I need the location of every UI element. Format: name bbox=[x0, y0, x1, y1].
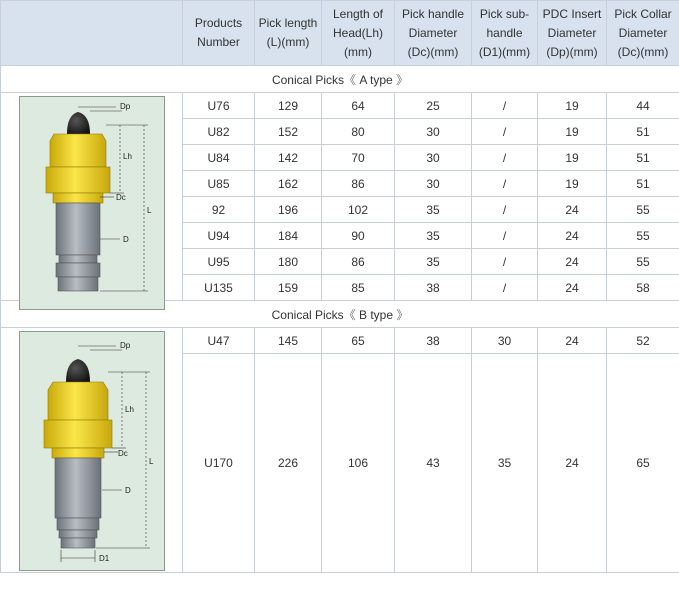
cell-product: U135 bbox=[183, 275, 255, 301]
header-line: Number bbox=[197, 35, 240, 49]
section-a-title-row bbox=[1, 66, 679, 93]
lh-label: Lh bbox=[123, 152, 132, 161]
header-line: Pick handle bbox=[401, 6, 465, 21]
header-pick-length bbox=[255, 1, 322, 66]
cell-product: U170 bbox=[183, 354, 255, 573]
cell-handle-diameter: 30 bbox=[395, 119, 472, 145]
header-line: Pick Collar bbox=[614, 6, 672, 21]
cell-sub-handle: / bbox=[472, 197, 538, 223]
pick-head-icon bbox=[50, 134, 106, 167]
cell-head-length: 65 bbox=[322, 328, 395, 354]
header-line: (L)(mm) bbox=[266, 35, 310, 49]
header-sub-handle bbox=[472, 1, 538, 66]
cell-product: U76 bbox=[183, 93, 255, 119]
cell-collar-diameter: 51 bbox=[607, 119, 679, 145]
cell-head-length: 90 bbox=[322, 223, 395, 249]
cell-sub-handle: / bbox=[472, 275, 538, 301]
header-pdc-insert bbox=[538, 1, 607, 66]
header-line: Pick length bbox=[258, 16, 318, 30]
header-line: (Dp)(mm) bbox=[546, 44, 598, 59]
pick-head-icon bbox=[48, 382, 108, 420]
cell-product: 92 bbox=[183, 197, 255, 223]
carbide-tip-icon bbox=[67, 112, 90, 134]
cell-head-length: 106 bbox=[322, 354, 395, 573]
header-line: Length of bbox=[332, 6, 384, 21]
header-line: (mm) bbox=[344, 44, 372, 59]
header-handle-diameter bbox=[395, 1, 472, 66]
cell-pick-length: 180 bbox=[255, 249, 322, 275]
cell-sub-handle: / bbox=[472, 93, 538, 119]
pick-shank-icon bbox=[56, 203, 100, 255]
cell-pdc-insert: 19 bbox=[538, 145, 607, 171]
header-image-cell bbox=[1, 1, 183, 66]
dp-label: Dp bbox=[120, 102, 131, 111]
cell-pdc-insert: 24 bbox=[538, 223, 607, 249]
cell-collar-diameter: 51 bbox=[607, 145, 679, 171]
cell-pick-length: 142 bbox=[255, 145, 322, 171]
cell-product: U95 bbox=[183, 249, 255, 275]
section-a-title: Conical Picks《 A type 》 bbox=[1, 66, 679, 93]
table-row bbox=[1, 93, 679, 119]
dp-label: Dp bbox=[120, 341, 131, 350]
dc-label: Dc bbox=[118, 449, 128, 458]
cell-pdc-insert: 19 bbox=[538, 93, 607, 119]
cell-handle-diameter: 30 bbox=[395, 145, 472, 171]
cell-pick-length: 162 bbox=[255, 171, 322, 197]
cell-pick-length: 145 bbox=[255, 328, 322, 354]
cell-pdc-insert: 24 bbox=[538, 197, 607, 223]
cell-pdc-insert: 24 bbox=[538, 275, 607, 301]
cell-handle-diameter: 25 bbox=[395, 93, 472, 119]
cell-head-length: 86 bbox=[322, 171, 395, 197]
cell-collar-diameter: 44 bbox=[607, 93, 679, 119]
cell-pick-length: 184 bbox=[255, 223, 322, 249]
pick-b-svg bbox=[20, 332, 164, 570]
pick-a-svg bbox=[20, 97, 164, 309]
pick-a-diagram bbox=[19, 96, 165, 310]
l-label: L bbox=[149, 457, 154, 466]
d1-label: D1 bbox=[99, 554, 110, 563]
cell-collar-diameter: 55 bbox=[607, 223, 679, 249]
header-line: (Dc)(mm) bbox=[407, 44, 459, 59]
cell-sub-handle: 35 bbox=[472, 354, 538, 573]
header-line: Pick sub- bbox=[479, 6, 530, 21]
header-collar-diameter bbox=[607, 1, 679, 66]
cell-pdc-insert: 19 bbox=[538, 171, 607, 197]
cell-pick-length: 129 bbox=[255, 93, 322, 119]
cell-sub-handle: / bbox=[472, 145, 538, 171]
cell-sub-handle: / bbox=[472, 223, 538, 249]
cell-pick-length: 196 bbox=[255, 197, 322, 223]
cell-sub-handle: / bbox=[472, 119, 538, 145]
pick-a-diagram-cell bbox=[1, 93, 183, 301]
cell-product: U47 bbox=[183, 328, 255, 354]
cell-head-length: 64 bbox=[322, 93, 395, 119]
table-row bbox=[1, 328, 679, 354]
cell-head-length: 86 bbox=[322, 249, 395, 275]
cell-handle-diameter: 35 bbox=[395, 249, 472, 275]
cell-pdc-insert: 24 bbox=[538, 328, 607, 354]
header-row bbox=[1, 1, 679, 66]
pick-shank-icon bbox=[55, 458, 101, 518]
cell-pdc-insert: 24 bbox=[538, 249, 607, 275]
header-line: Diameter bbox=[408, 25, 458, 40]
header-line: handle bbox=[486, 25, 523, 40]
cell-pick-length: 152 bbox=[255, 119, 322, 145]
cell-head-length: 80 bbox=[322, 119, 395, 145]
cell-product: U84 bbox=[183, 145, 255, 171]
cell-product: U82 bbox=[183, 119, 255, 145]
cell-handle-diameter: 35 bbox=[395, 223, 472, 249]
pick-collar-icon bbox=[46, 167, 110, 193]
cell-collar-diameter: 55 bbox=[607, 249, 679, 275]
cell-handle-diameter: 38 bbox=[395, 275, 472, 301]
d-label: D bbox=[125, 486, 131, 495]
cell-handle-diameter: 38 bbox=[395, 328, 472, 354]
cell-pick-length: 159 bbox=[255, 275, 322, 301]
cell-collar-diameter: 51 bbox=[607, 171, 679, 197]
cell-pdc-insert: 24 bbox=[538, 354, 607, 573]
l-label: L bbox=[147, 206, 152, 215]
dc-label: Dc bbox=[116, 193, 126, 202]
header-line: Head(Lh) bbox=[332, 25, 384, 40]
header-line: Diameter bbox=[618, 25, 668, 40]
cell-head-length: 85 bbox=[322, 275, 395, 301]
header-head-length bbox=[322, 1, 395, 66]
pick-sub-handle-icon bbox=[61, 538, 95, 548]
pick-collar-icon bbox=[44, 420, 112, 448]
header-line: (Dc)(mm) bbox=[617, 44, 669, 59]
cell-collar-diameter: 52 bbox=[607, 328, 679, 354]
cell-pick-length: 226 bbox=[255, 354, 322, 573]
cell-collar-diameter: 55 bbox=[607, 197, 679, 223]
cell-head-length: 70 bbox=[322, 145, 395, 171]
cell-collar-diameter: 58 bbox=[607, 275, 679, 301]
d-label: D bbox=[123, 235, 129, 244]
header-line: (D1)(mm) bbox=[478, 44, 531, 59]
cell-handle-diameter: 43 bbox=[395, 354, 472, 573]
cell-handle-diameter: 35 bbox=[395, 197, 472, 223]
header-line: Products bbox=[194, 16, 243, 30]
section-b-title: Conical Picks《 B type 》 bbox=[1, 301, 679, 328]
cell-product: U94 bbox=[183, 223, 255, 249]
cell-sub-handle: 30 bbox=[472, 328, 538, 354]
cell-head-length: 102 bbox=[322, 197, 395, 223]
cell-collar-diameter: 65 bbox=[607, 354, 679, 573]
header-products-number bbox=[183, 1, 255, 66]
pick-b-diagram-cell bbox=[1, 328, 183, 573]
cell-product: U85 bbox=[183, 171, 255, 197]
pick-b-diagram bbox=[19, 331, 165, 571]
header-line: Diameter bbox=[547, 25, 597, 40]
cell-pdc-insert: 19 bbox=[538, 119, 607, 145]
header-line: PDC Insert bbox=[542, 6, 602, 21]
cell-sub-handle: / bbox=[472, 249, 538, 275]
cell-handle-diameter: 30 bbox=[395, 171, 472, 197]
lh-label: Lh bbox=[125, 405, 134, 414]
carbide-tip-icon bbox=[66, 359, 90, 382]
cell-sub-handle: / bbox=[472, 171, 538, 197]
